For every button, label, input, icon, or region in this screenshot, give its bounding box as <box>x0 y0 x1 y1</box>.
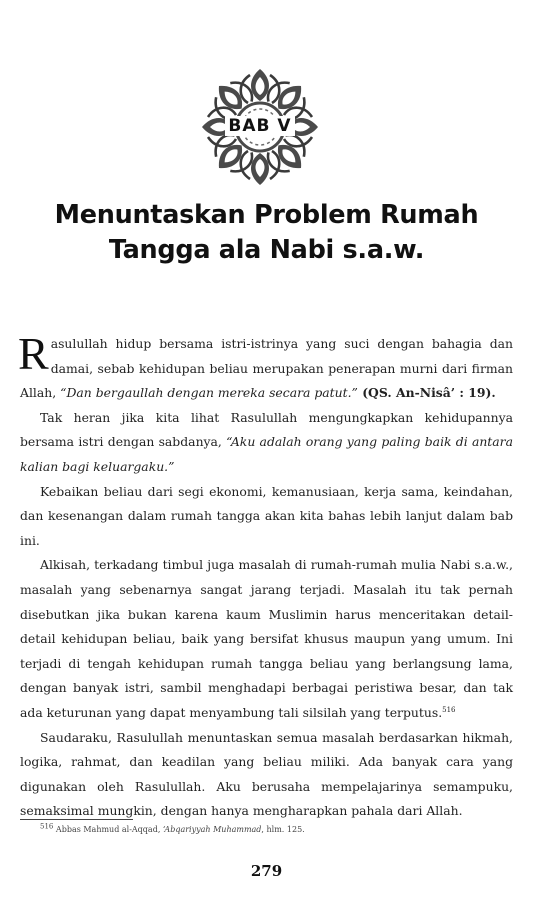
chapter-title-line-2: Tangga ala Nabi s.a.w. <box>108 235 425 265</box>
drop-cap: R <box>18 328 49 379</box>
paragraph-4 <box>20 553 513 725</box>
quran-reference: (QS. An-Nisâ’ : 19). <box>357 385 496 401</box>
chapter-label: BAB V <box>198 116 322 136</box>
page-number: 279 <box>250 862 283 880</box>
footnote-divider <box>20 819 133 820</box>
paragraph-1-text: asulullah hidup bersama istri-istrinya yang suci dengan bahagia dan damai, sebab kehidupan beliau merupakan penerapan murni dari firman Allah, <box>20 336 513 401</box>
footnote-number: 516 <box>40 822 54 831</box>
paragraph-2 <box>20 406 513 480</box>
paragraph-5: Saudaraku, Rasulullah menuntaskan semua masalah berdasarkan hikmah, logika, rahmat, dan keadilan yang beliau miliki. Ada banyak cara yang digunakan oleh Rasulullah. Aku berusaha mempelajarinya semampuku, semaksimal mungkin, dengan hanya mengharapkan pahala dari Allah. <box>20 729 513 819</box>
chapter-body <box>18 328 513 824</box>
footnote: $^{516}$ Abbas Mahmud al-Aqqad, ‘Abqariyyah Muhammad, hlm. 125. <box>40 822 305 834</box>
paragraph-2-text: Tak heran jika kita lihat Rasulullah mengungkapkan kehidupannya bersama istri dengan sabdanya, <box>20 409 513 450</box>
paragraph-4-text: Alkisah, terkadang timbul juga masalah di rumah-rumah mulia Nabi s.a.w., masalah yang sebenarnya sangat jarang terjadi. Masalah itu tak pernah disebutkan jika bukan karena kaum Muslimin harus menceritakan detail-detail kehidupan beliau, baik yang bersifat khusus maupun yang umum. Ini terjadi di tengah kehidupan rumah tangga beliau yang berlangsung lama, dengan banyak istri, sambil menghadapi berbagai peristiwa besar, dan tak ada keturunan yang dapat menyambung tali silsilah yang terputus. <box>20 557 513 720</box>
quran-quote: “Dan bergaullah dengan mereka secara patut.” <box>60 385 358 401</box>
paragraph-1 <box>18 328 513 406</box>
footnote-marker[interactable]: 516 <box>442 705 456 714</box>
chapter-title-line-1: Menuntaskan Problem Rumah <box>54 200 479 230</box>
footnote-work-title: ‘Abqariyyah Muhammad <box>162 825 262 834</box>
paragraph-3: Kebaikan beliau dari segi ekonomi, kemanusiaan, kerja sama, keindahan, dan kesenangan dalam rumah tangga akan kita bahas lebih lanjut dalam bab ini. <box>20 483 513 548</box>
hadith-quote: “Aku adalah orang yang paling baik di antara kalian bagi keluargaku.” <box>20 434 513 474</box>
